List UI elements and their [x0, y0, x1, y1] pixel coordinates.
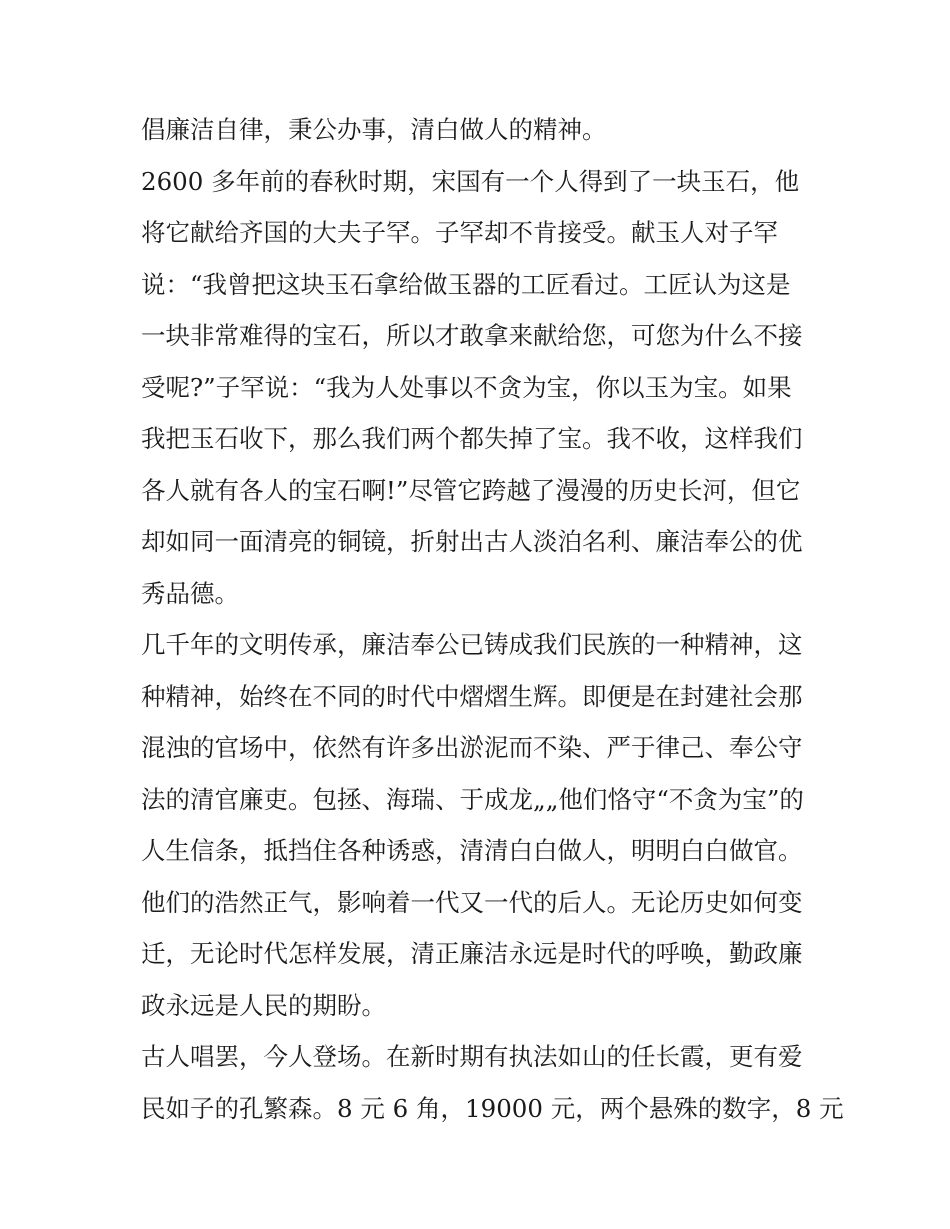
text-line: 却如同一面清亮的铜镜，折射出古人淡泊名利、廉洁奉公的优 [141, 527, 803, 556]
essay-body [141, 104, 844, 1134]
text-line: 他们的浩然正气，影响着一代又一代的后人。无论历史如何变 [141, 887, 803, 917]
text-line: 种精神，始终在不同的时代中熠熠生辉。即便是在封建社会那 [141, 681, 803, 711]
text-line: 人生信条，抵挡住各种诱惑，清清白白做人，明明白白做官。 [141, 836, 803, 865]
text-line: 各人就有各人的宝石啊!”尽管它跨越了漫漫的历史长河，但它 [141, 475, 801, 505]
text-line: 倡廉洁自律，秉公办事，清白做人的精神。 [141, 115, 607, 144]
text-line: 受呢?”子罕说：“我为人处事以不贪为宝，你以玉为宝。如果 [141, 372, 792, 402]
text-line: 几千年的文明传承，廉洁奉公已铸成我们民族的一种精神，这 [141, 630, 803, 659]
text-line: 2600 多年前的春秋时期，宋国有一个人得到了一块玉石，他 [141, 166, 800, 196]
text-line: 秀品德。 [141, 578, 239, 608]
text-line: 将它献给齐国的大夫子罕。子罕却不肯接受。献玉人对子罕 [141, 218, 778, 247]
text-line: 混浊的官场中，依然有许多出淤泥而不染、严于律己、奉公守 [141, 733, 803, 762]
text-line: 我把玉石收下，那么我们两个都失掉了宝。我不收，这样我们 [141, 424, 803, 453]
text-line: 迁，无论时代怎样发展，清正廉洁永远是时代的呼唤，勤政廉 [141, 939, 803, 968]
text-line: 古人唱罢，今人登场。在新时期有执法如山的任长霞，更有爱 [141, 1042, 803, 1071]
text-line: 政永远是人民的期盼。 [141, 990, 386, 1020]
text-line: 法的清官廉吏。包拯、海瑞、于成龙„„他们恪守“不贪为宝”的 [141, 784, 804, 814]
text-line: 一块非常难得的宝石，所以才敢拿来献给您，可您为什么不接 [141, 321, 803, 350]
text-line: 说：“我曾把这块玉石拿给做玉器的工匠看过。工匠认为这是 [141, 269, 791, 299]
text-line: 民如子的孔繁森。8 元 6 角，19000 元，两个悬殊的数字，8 元 [141, 1093, 844, 1123]
